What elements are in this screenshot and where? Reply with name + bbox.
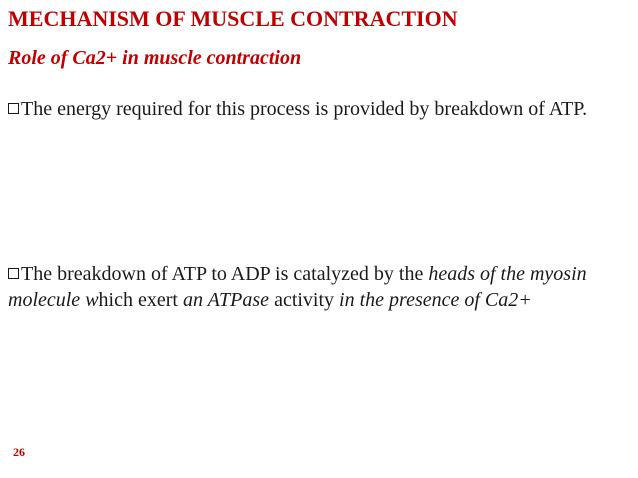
bullet-text-segment: an ATPase	[182, 289, 270, 311]
slide-subtitle: Role of Ca2+ in muscle contraction	[8, 47, 302, 69]
slide-title: MECHANISM OF MUSCLE CONTRACTION	[8, 6, 458, 31]
bullet-text-segment: heads of the myosin molecule w	[8, 263, 587, 311]
checkbox-square-icon	[8, 268, 19, 279]
checkbox-square-icon	[8, 103, 19, 114]
bullet-item	[8, 96, 633, 122]
bullet-item	[8, 261, 633, 313]
bullet-text-segment: activity	[269, 289, 340, 311]
page-number: 26	[13, 445, 25, 459]
bullet-text-segment: The breakdown of ATP to ADP is catalyzed by the	[21, 263, 429, 285]
bullet-text-segment: in the presence of Ca2+	[339, 289, 532, 311]
bullet-text: The energy required for this process is provided by breakdown of ATP.	[21, 98, 588, 120]
bullet-text-segment: hich exert	[98, 289, 183, 311]
